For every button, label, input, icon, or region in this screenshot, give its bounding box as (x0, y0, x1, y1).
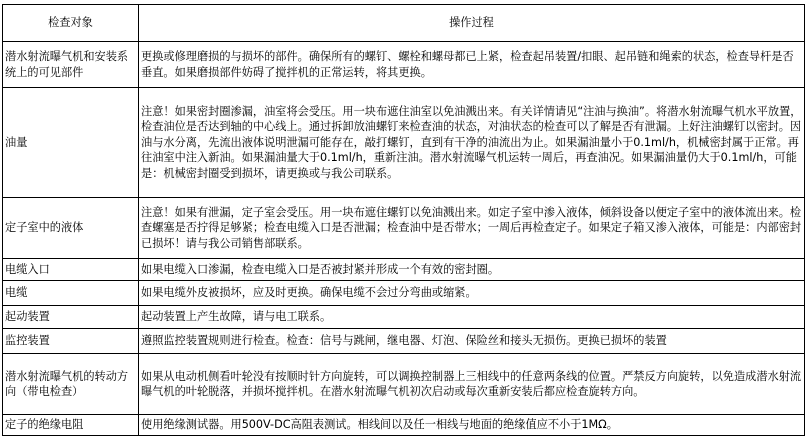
row-process: 遵照监控装置规则进行检查。检查：信号与跳闸，继电器、灯泡、保险丝和接头无损伤。更换已损坏的装置 (139, 329, 805, 354)
table-row (3, 42, 805, 88)
row-process: 起动装置上产生故障，请与电工联系。 (139, 306, 805, 329)
table-row (3, 329, 805, 354)
inspection-table (2, 4, 805, 436)
table-row (3, 306, 805, 329)
row-object: 起动装置 (3, 306, 139, 329)
table-row (3, 281, 805, 306)
row-process: 注意！如果有泄漏，定子室会受压。用一块布遮住螺钉以免油溅出来。如定子室中渗入液体，倾斜设备以便定子室中的液体流出来。检查螺塞是否拧得足够紧；检查电缆入口是否泄漏；检查油中是否带水；一周后再检查定子。如果定子箱又渗入液体，可能是：内部密封已损坏！请与我公司销售部联系。 (139, 198, 805, 259)
header-operation-process: 操作过程 (139, 5, 805, 42)
table-row (3, 88, 805, 198)
row-object: 油量 (3, 88, 139, 198)
row-process: 使用绝缘测试器。用500V-DC高阻表测试。相线间以及任一相线与地面的绝缘值应不小于1MΩ。 (139, 415, 805, 436)
table-row (3, 259, 805, 281)
row-process: 更换或修理磨损的与损坏的部件。确保所有的螺钉、螺栓和螺母都已上紧，检查起吊装置/扣眼、起吊链和绳索的状态，检查导杆是否垂直。如果磨损部件妨碍了搅拌机的正常运转，将其更换。 (139, 42, 805, 88)
table-row (3, 415, 805, 436)
row-object: 潜水射流曝气机和安装系统上的可见部件 (3, 42, 139, 88)
row-process: 注意！如果密封圈渗漏，油室将会受压。用一块布遮住油室以免油溅出来。有关详情请见“注油与换油”。将潜水射流曝气机水平放置，检查油位是否达到轴的中心线上。通过拆卸放油螺钉来检查油的状态，对油状态的检查可以了解是否有泄漏。上好注油螺钉以密封。因油与水分离，先流出液体说明泄漏可能存在，敲打螺钉，直到有干净的油流出为止。如果漏油量小于0.1ml/h，机械密封属于正常。再往油室中注入新油。如果漏油量大于0.1ml/h，重新注油。潜水射流曝气机运转一周后，再查油况。如果漏油量仍大于0.1ml/h，可能是：机械密封圈受到损坏，请更换或与我公司联系。 (139, 88, 805, 198)
table-row (3, 198, 805, 259)
row-object: 潜水射流曝气机的转动方向（带电检查） (3, 354, 139, 415)
row-object: 监控装置 (3, 329, 139, 354)
table-row (3, 354, 805, 415)
row-process: 如果电缆外皮被损坏，应及时更换。确保电缆不会过分弯曲或缩紧。 (139, 281, 805, 306)
row-object: 定子的绝缘电阻 (3, 415, 139, 436)
row-object: 定子室中的液体 (3, 198, 139, 259)
header-inspection-object: 检查对象 (3, 5, 139, 42)
row-process: 如果从电动机侧看叶轮没有按顺时针方向旋转，可以调换控制器上三相线中的任意两条线的位置。严禁反方向旋转，以免造成潜水射流曝气机的叶轮脱落，并损坏搅拌机。在潜水射流曝气机初次启动或每次重新安装后都应检查旋转方向。 (139, 354, 805, 415)
row-process: 如果电缆入口渗漏，检查电缆入口是否被封紧并形成一个有效的密封圈。 (139, 259, 805, 281)
table-header-row (3, 5, 805, 42)
row-object: 电缆入口 (3, 259, 139, 281)
row-object: 电缆 (3, 281, 139, 306)
